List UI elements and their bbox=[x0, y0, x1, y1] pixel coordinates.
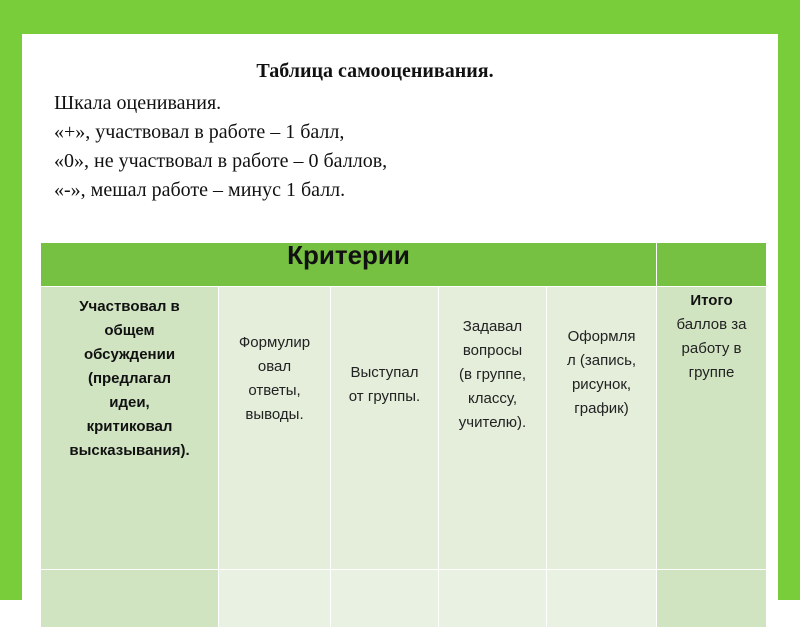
criterion-participation: Участвовал в общем обсуждении (предлагал идеи, критиковал высказывания). bbox=[41, 287, 219, 570]
score-cell[interactable] bbox=[439, 570, 547, 628]
self-assessment-table bbox=[40, 242, 767, 628]
header-empty-cell bbox=[657, 243, 767, 287]
criteria-row bbox=[41, 287, 767, 570]
total-score-cell: Итого баллов за работу в группе bbox=[657, 287, 767, 570]
total-label: Итого bbox=[690, 292, 733, 309]
scale-description bbox=[54, 89, 387, 205]
criterion-formatted: Оформля л (запись, рисунок, график) bbox=[547, 287, 657, 570]
criteria-header-cell bbox=[41, 240, 657, 287]
criterion-asked-questions: Задавал вопросы (в группе, классу, учителю). bbox=[439, 287, 547, 570]
intro-line: «+», участвовал в работе – 1 балл, bbox=[54, 121, 345, 143]
score-cell[interactable] bbox=[547, 570, 657, 628]
score-cell[interactable] bbox=[41, 570, 219, 628]
criteria-header: Критерии bbox=[287, 240, 410, 270]
intro-line: «-», мешал работе – минус 1 балл. bbox=[54, 179, 346, 201]
criterion-presented: Выступал от группы. bbox=[331, 287, 439, 570]
score-cell[interactable] bbox=[331, 570, 439, 628]
left-green-border bbox=[0, 34, 22, 600]
criterion-formulated: Формулир овал ответы, выводы. bbox=[219, 287, 331, 570]
table-header-row bbox=[41, 243, 767, 287]
right-green-border bbox=[778, 34, 800, 600]
intro-line: «0», не участвовал в работе – 0 баллов, bbox=[54, 150, 388, 172]
score-cell[interactable] bbox=[219, 570, 331, 628]
top-green-bar bbox=[0, 0, 800, 34]
score-cell[interactable] bbox=[657, 570, 767, 628]
score-entry-row bbox=[41, 570, 767, 628]
slide-page bbox=[22, 34, 778, 600]
page-title: Таблица самооценивания. bbox=[256, 60, 494, 82]
intro-line: Шкала оценивания. bbox=[54, 92, 222, 114]
